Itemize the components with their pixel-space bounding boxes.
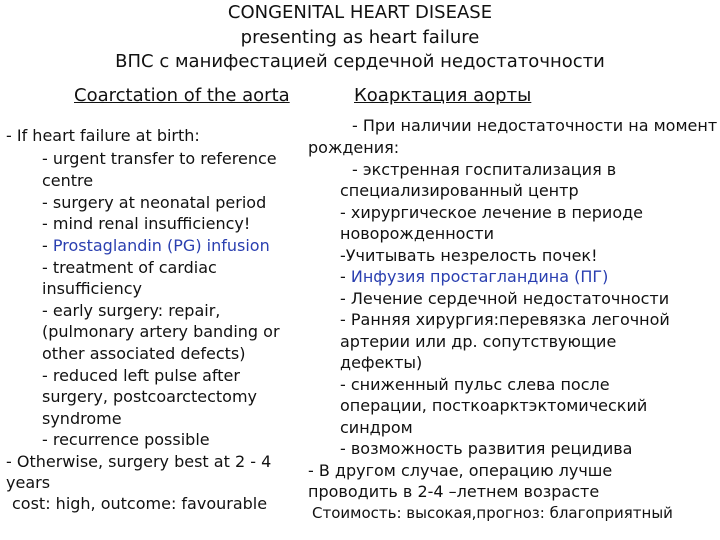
title-line-3: ВПС с манифестацией сердечной недостаточности (115, 51, 605, 72)
right-line: дефекты) (340, 353, 423, 372)
prostaglandin-ru-highlight: Инфузия простагландина (ПГ) (350, 267, 609, 286)
left-line: surgery, postcoarctectomy (42, 387, 257, 406)
right-line: специализированный центр (340, 181, 579, 200)
left-line: syndrome (42, 409, 122, 428)
left-line: - If heart failure at birth: (6, 126, 200, 145)
title-line-1: CONGENITAL HEART DISEASE (227, 2, 493, 23)
left-line: - urgent transfer to reference (42, 149, 277, 168)
left-line: - early surgery: repair, (42, 301, 221, 320)
right-line: - Ранняя хирургия:перевязка легочной (340, 310, 670, 329)
left-line: years (6, 473, 51, 492)
left-line: (pulmonary artery banding or (42, 322, 280, 341)
right-line: - сниженный пульс слева после (340, 375, 610, 394)
right-line: - экстренная госпитализация в (352, 160, 617, 179)
left-footer-cost: cost: high, outcome: favourable (12, 494, 268, 513)
prostaglandin-highlight: Prostaglandin (PG) infusion (52, 236, 270, 255)
left-line (42, 238, 270, 254)
left-line: - treatment of cardiac (42, 258, 217, 277)
subheading-russian: Коарктация аорты (354, 85, 532, 106)
left-line: - mind renal insufficiency! (42, 214, 251, 233)
right-line: - При наличии недостаточности на момент (352, 116, 718, 135)
left-line: - Otherwise, surgery best at 2 - 4 (6, 452, 272, 471)
right-line: артерии или др. сопутствующие (340, 332, 617, 351)
right-line: операции, посткоарктэктомический (340, 396, 648, 415)
right-footer-cost: Стоимость: высокая,прогноз: благоприятный (312, 504, 673, 522)
right-line: - хирургическое лечение в периоде (340, 203, 644, 222)
left-line: centre (42, 171, 94, 190)
right-line: проводить в 2-4 –летнем возрасте (308, 482, 600, 501)
left-line: - reduced left pulse after (42, 366, 240, 385)
left-line: insufficiency (42, 279, 143, 298)
left-line-prefix: - (42, 236, 53, 255)
right-line: новорожденности (340, 224, 494, 243)
right-line: - В другом случае, операцию лучше (308, 461, 613, 480)
right-line: - Лечение сердечной недостаточности (340, 289, 670, 308)
right-line: рождения: (308, 138, 400, 157)
right-line: синдром (340, 418, 413, 437)
left-line: - surgery at neonatal period (42, 193, 267, 212)
left-line: - recurrence possible (42, 430, 210, 449)
right-line: -Учитывать незрелость почек! (340, 246, 598, 265)
right-line: - возможность развития рецидива (340, 439, 633, 458)
title-line-2: presenting as heart failure (240, 27, 480, 48)
right-line (340, 269, 608, 285)
subheading-english: Coarctation of the aorta (74, 85, 290, 106)
right-line-prefix: - (340, 267, 351, 286)
left-line: other associated defects) (42, 344, 246, 363)
